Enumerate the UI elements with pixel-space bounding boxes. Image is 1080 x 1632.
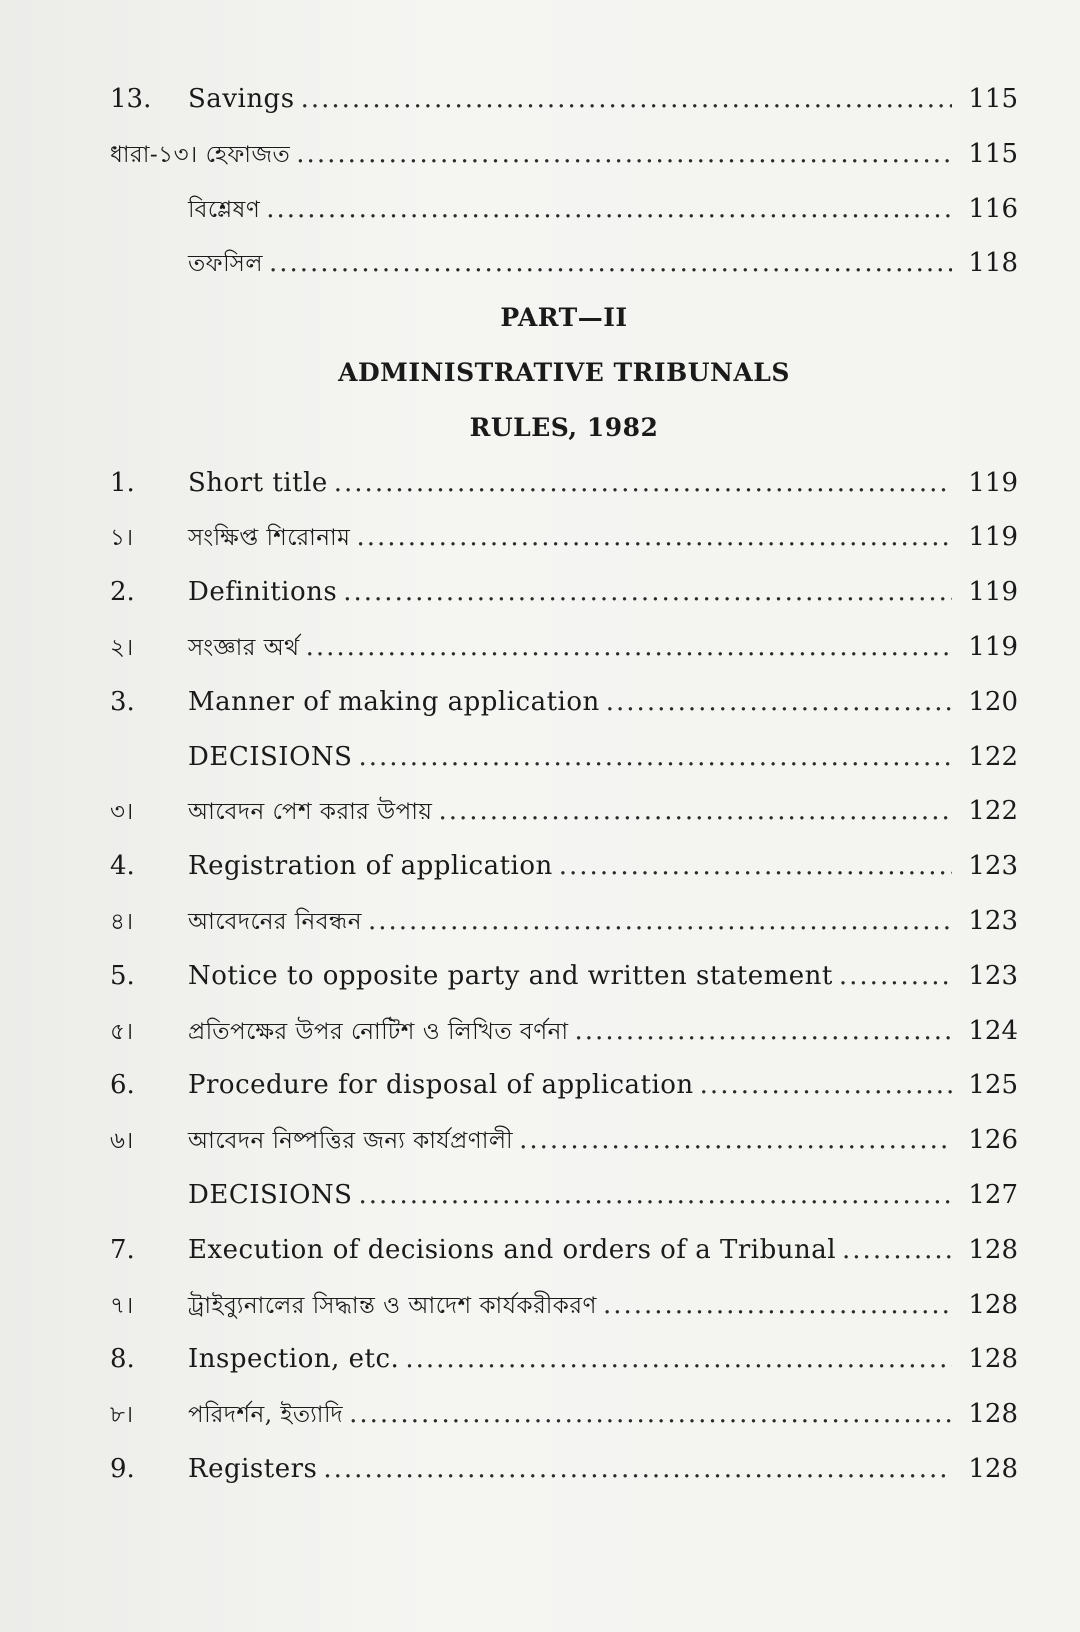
toc-entry bbox=[110, 1058, 1018, 1113]
entry-page-number: 128 bbox=[968, 1399, 1018, 1430]
dot-leader bbox=[575, 1004, 952, 1059]
table-of-contents bbox=[110, 72, 1018, 1497]
toc-entry bbox=[110, 127, 1018, 182]
entry-number: 4. bbox=[110, 851, 135, 882]
entry-page-number: 120 bbox=[968, 686, 1018, 717]
part-title: ADMINISTRATIVE TRIBUNALS bbox=[338, 357, 790, 387]
dot-leader bbox=[405, 1332, 952, 1387]
dot-leader bbox=[606, 675, 952, 730]
entry-number: 5. bbox=[110, 960, 135, 991]
entry-number: 1. bbox=[110, 467, 135, 498]
dot-leader bbox=[266, 182, 952, 237]
toc-entry bbox=[110, 675, 1018, 730]
dot-leader bbox=[358, 1168, 952, 1223]
toc-entry bbox=[110, 730, 1018, 785]
dot-leader bbox=[559, 839, 952, 894]
dot-leader bbox=[323, 1442, 952, 1497]
entry-title: DECISIONS bbox=[188, 741, 353, 772]
entry-title: Short title bbox=[188, 467, 328, 498]
toc-entry bbox=[110, 1168, 1018, 1223]
toc-entry bbox=[110, 510, 1018, 565]
toc-entry bbox=[110, 1278, 1018, 1333]
dot-leader bbox=[700, 1058, 952, 1113]
entry-title: সংজ্ঞার অর্থ bbox=[188, 634, 300, 661]
entry-title: তফসিল bbox=[188, 251, 263, 278]
entry-title: Inspection, etc. bbox=[188, 1344, 400, 1375]
toc-entry bbox=[110, 1387, 1018, 1442]
entry-title: বিশ্লেষণ bbox=[188, 196, 261, 223]
toc-entry bbox=[110, 1223, 1018, 1278]
toc-entry bbox=[110, 1332, 1018, 1387]
entry-page-number: 128 bbox=[968, 1344, 1018, 1375]
dot-leader bbox=[334, 456, 952, 511]
dot-leader bbox=[296, 127, 952, 182]
entry-page-number: 128 bbox=[968, 1453, 1018, 1484]
toc-entry bbox=[110, 1113, 1018, 1168]
dot-leader bbox=[438, 784, 952, 839]
toc-entry bbox=[110, 565, 1018, 620]
toc-entry bbox=[110, 620, 1018, 675]
entry-page-number: 127 bbox=[968, 1179, 1018, 1210]
toc-entry bbox=[110, 894, 1018, 949]
entry-title: Savings bbox=[188, 84, 295, 114]
entry-title: আবেদন পেশ করার উপায় bbox=[188, 799, 433, 826]
entry-title: আবেদন নিষ্পত্তির জন্য কার্যপ্রণালী bbox=[188, 1128, 514, 1155]
entry-title: ট্রাইব্যুনালের সিদ্ধান্ত ও আদেশ কার্যকরীকরণ bbox=[188, 1292, 597, 1319]
entry-number: ৬। bbox=[110, 1128, 134, 1155]
dot-leader bbox=[842, 1223, 952, 1278]
toc-entry bbox=[110, 1004, 1018, 1059]
entry-number: ১। bbox=[110, 525, 134, 552]
entry-page-number: 115 bbox=[968, 84, 1018, 114]
toc-entry bbox=[110, 182, 1018, 237]
entry-number: 6. bbox=[110, 1070, 135, 1101]
entry-title: DECISIONS bbox=[188, 1179, 353, 1210]
dot-leader bbox=[519, 1113, 952, 1168]
entry-title: সংক্ষিপ্ত শিরোনাম bbox=[188, 525, 351, 552]
dot-leader bbox=[301, 72, 952, 127]
entry-page-number: 119 bbox=[968, 522, 1018, 553]
entry-page-number: 119 bbox=[968, 631, 1018, 662]
dot-leader bbox=[343, 565, 952, 620]
entry-number: 3. bbox=[110, 686, 135, 717]
entry-page-number: 126 bbox=[968, 1125, 1018, 1156]
entry-page-number: 123 bbox=[968, 905, 1018, 936]
dot-leader bbox=[349, 1387, 952, 1442]
dot-leader bbox=[358, 730, 952, 785]
entry-title: Definitions bbox=[188, 577, 338, 608]
entry-title: আবেদনের নিবন্ধন bbox=[188, 908, 362, 935]
entry-number: 7. bbox=[110, 1234, 135, 1265]
entry-page-number: 123 bbox=[968, 851, 1018, 882]
entry-page-number: 128 bbox=[968, 1289, 1018, 1320]
entry-number: 9. bbox=[110, 1453, 135, 1484]
dot-leader bbox=[306, 620, 952, 675]
entry-number: 8. bbox=[110, 1344, 135, 1375]
entry-title: ধারা-১৩। হেফাজত bbox=[110, 141, 291, 168]
entry-title: পরিদর্শন, ইত্যাদি bbox=[188, 1402, 344, 1429]
toc-entry bbox=[110, 949, 1018, 1004]
entry-page-number: 123 bbox=[968, 960, 1018, 991]
dot-leader bbox=[839, 949, 952, 1004]
entry-page-number: 118 bbox=[968, 248, 1018, 279]
entry-number: 2. bbox=[110, 577, 135, 608]
entry-page-number: 115 bbox=[968, 138, 1018, 169]
entry-number: ২। bbox=[110, 634, 134, 661]
entry-title: Registers bbox=[188, 1453, 318, 1484]
entry-number: ৭। bbox=[110, 1292, 134, 1319]
entry-number: ৩। bbox=[110, 799, 134, 826]
entry-page-number: 119 bbox=[968, 577, 1018, 608]
entry-title: Registration of application bbox=[188, 851, 553, 882]
entry-title: Procedure for disposal of application bbox=[188, 1070, 694, 1101]
entry-page-number: 125 bbox=[968, 1070, 1018, 1101]
toc-entry bbox=[110, 1442, 1018, 1497]
entry-page-number: 124 bbox=[968, 1015, 1018, 1046]
entry-title: Execution of decisions and orders of a Tribunal bbox=[188, 1234, 837, 1265]
entry-number: 13. bbox=[110, 84, 152, 114]
dot-leader bbox=[368, 894, 952, 949]
entry-page-number: 122 bbox=[968, 796, 1018, 827]
dot-leader bbox=[269, 236, 952, 291]
entry-number: ৫। bbox=[110, 1018, 134, 1045]
entry-page-number: 116 bbox=[968, 193, 1018, 224]
entry-title: প্রতিপক্ষের উপর নোটিশ ও লিখিত বর্ণনা bbox=[188, 1018, 569, 1045]
toc-entry bbox=[110, 456, 1018, 511]
dot-leader bbox=[356, 510, 952, 565]
toc-section-part-1-end bbox=[110, 72, 1018, 291]
toc-entry bbox=[110, 236, 1018, 291]
entry-page-number: 122 bbox=[968, 741, 1018, 772]
toc-entry bbox=[110, 784, 1018, 839]
part-label: PART—II bbox=[500, 303, 628, 333]
toc-entry bbox=[110, 839, 1018, 894]
entry-title: Notice to opposite party and written statement bbox=[188, 960, 833, 991]
entry-page-number: 119 bbox=[968, 467, 1018, 498]
toc-entry bbox=[110, 72, 1018, 127]
dot-leader bbox=[603, 1278, 952, 1333]
entry-title: Manner of making application bbox=[188, 686, 600, 717]
entry-number: ৪। bbox=[110, 908, 134, 935]
entry-number: ৮। bbox=[110, 1402, 134, 1429]
entry-page-number: 128 bbox=[968, 1234, 1018, 1265]
part-subtitle: RULES, 1982 bbox=[469, 412, 659, 442]
toc-section-part-2 bbox=[110, 456, 1018, 1497]
